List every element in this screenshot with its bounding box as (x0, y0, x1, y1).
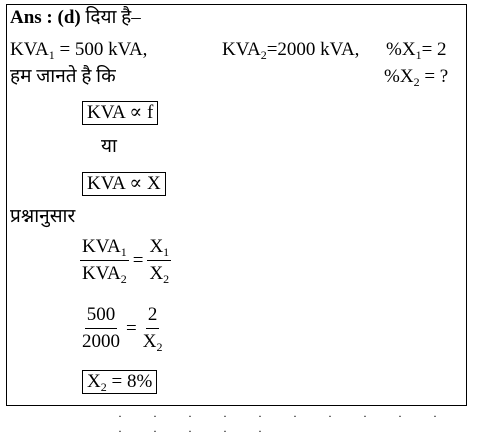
answer-box (6, 4, 467, 406)
answer-prefix: Ans : (d) (10, 7, 81, 28)
according-text: प्रश्नानुसार (10, 206, 76, 227)
relation-reactance: KVA ∝ X (82, 172, 166, 196)
given-text: दिया है– (85, 7, 141, 28)
cutoff-text-line: · · · · · · · · · · · · · · · (118, 409, 451, 438)
kva2-given: $KVA_2=2000$ kVA, (222, 39, 360, 62)
denominator-2000: 2000 (82, 331, 120, 352)
ratio-equation: $\frac{KVA_1}{KVA_2}$ = $\frac{X_1}{X_2}$ (82, 236, 170, 286)
x1-given: $\%X_1= 2$ (386, 39, 447, 62)
relation-frequency: KVA ∝ f (82, 101, 158, 125)
known-text: हम जानते है कि (10, 66, 116, 87)
answer-line (10, 7, 141, 29)
numerator-2: 2 (146, 304, 160, 329)
numerator-500: 500 (85, 304, 118, 329)
kva1-given: $KVA_1 = 500$ kVA, (10, 39, 148, 62)
or-text: या (101, 136, 117, 157)
result-box: $X_2 = 8\%$ (82, 370, 157, 394)
substituted-equation: $\frac{500}{2000}$ = $\frac{2}{X_2}$ (82, 304, 163, 354)
x2-question: $\%X_2$ = ? (384, 66, 449, 89)
